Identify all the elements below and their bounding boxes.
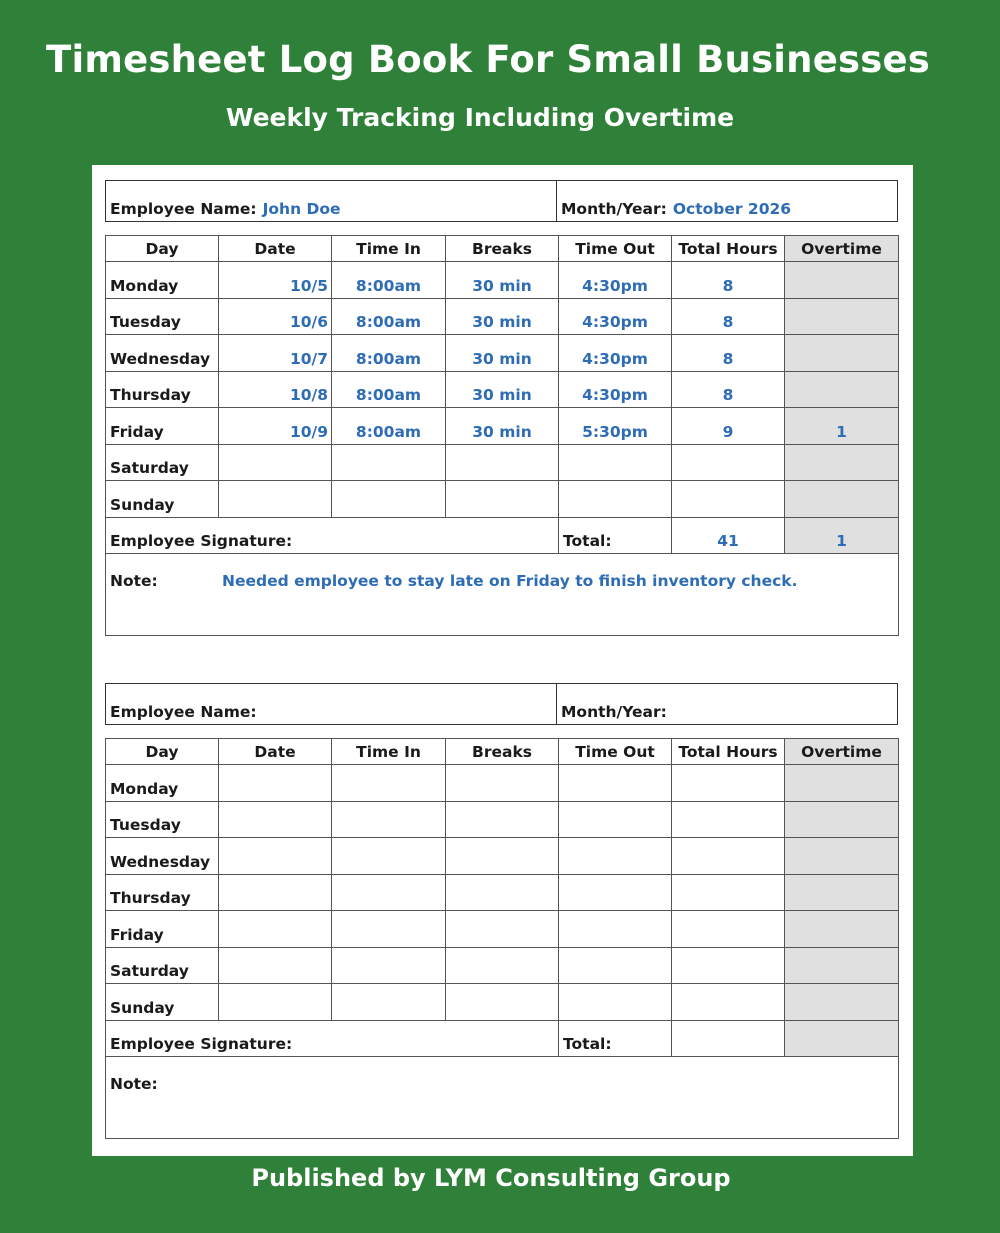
- total-hours-cell[interactable]: [672, 911, 785, 948]
- time-out-cell[interactable]: [559, 984, 672, 1021]
- column-header-time-in: Time In: [332, 236, 446, 262]
- date-cell[interactable]: 10/9: [219, 408, 332, 445]
- date-cell[interactable]: [219, 874, 332, 911]
- day-label: Sunday: [106, 984, 219, 1021]
- note-cell[interactable]: [106, 1057, 899, 1139]
- date-cell[interactable]: [219, 838, 332, 875]
- total-hours-value[interactable]: 41: [672, 517, 785, 554]
- note-label: Note:: [110, 1075, 158, 1093]
- breaks-cell[interactable]: [446, 874, 559, 911]
- date-cell[interactable]: 10/6: [219, 298, 332, 335]
- total-hours-cell[interactable]: [672, 874, 785, 911]
- breaks-cell[interactable]: 30 min: [446, 408, 559, 445]
- overtime-cell[interactable]: [785, 984, 899, 1021]
- page-subtitle: Weekly Tracking Including Overtime: [225, 103, 735, 132]
- signature-total-row: [106, 1020, 899, 1057]
- table-row: [106, 262, 899, 299]
- month-year-label: Month/Year:: [561, 200, 667, 218]
- timesheet-page: [92, 165, 913, 1156]
- time-out-cell[interactable]: [559, 947, 672, 984]
- column-header-time-out: Time Out: [559, 236, 672, 262]
- employee-name-cell[interactable]: [106, 181, 557, 221]
- breaks-cell[interactable]: [446, 765, 559, 802]
- column-header-breaks: Breaks: [446, 739, 559, 765]
- column-header-overtime: Overtime: [785, 739, 899, 765]
- time-in-cell[interactable]: 8:00am: [332, 335, 446, 372]
- employee-name-value: John Doe: [262, 200, 341, 218]
- total-hours-cell[interactable]: 8: [672, 262, 785, 299]
- day-label: Monday: [106, 765, 219, 802]
- employee-header: [105, 180, 898, 222]
- overtime-cell[interactable]: [785, 335, 899, 372]
- day-label: Thursday: [106, 874, 219, 911]
- day-label: Tuesday: [106, 298, 219, 335]
- column-header-row: [106, 236, 899, 262]
- day-label: Saturday: [106, 947, 219, 984]
- time-out-cell[interactable]: [559, 838, 672, 875]
- date-cell[interactable]: [219, 765, 332, 802]
- date-cell[interactable]: 10/7: [219, 335, 332, 372]
- month-year-value: October 2026: [672, 200, 792, 218]
- overtime-cell[interactable]: [785, 481, 899, 518]
- day-label: Tuesday: [106, 801, 219, 838]
- timesheet-2: [105, 683, 898, 1139]
- breaks-cell[interactable]: [446, 984, 559, 1021]
- table-row: [106, 298, 899, 335]
- day-label: Sunday: [106, 481, 219, 518]
- overtime-cell[interactable]: [785, 874, 899, 911]
- overtime-cell[interactable]: [785, 911, 899, 948]
- employee-header: [105, 683, 898, 725]
- table-row: [106, 444, 899, 481]
- total-overtime-value[interactable]: [785, 1020, 899, 1057]
- table-row: [106, 801, 899, 838]
- table-row: [106, 481, 899, 518]
- breaks-cell[interactable]: [446, 801, 559, 838]
- signature-total-row: [106, 517, 899, 554]
- timesheet-1: [105, 180, 898, 636]
- month-year-label: Month/Year:: [561, 703, 667, 721]
- note-label: Note:: [110, 572, 158, 590]
- total-overtime-value[interactable]: 1: [785, 517, 899, 554]
- employee-name-label: Employee Name:: [110, 200, 257, 218]
- table-row: [106, 838, 899, 875]
- time-in-cell[interactable]: 8:00am: [332, 371, 446, 408]
- total-hours-cell[interactable]: [672, 838, 785, 875]
- month-year-cell[interactable]: [557, 684, 897, 724]
- day-label: Wednesday: [106, 838, 219, 875]
- total-hours-cell[interactable]: [672, 481, 785, 518]
- column-header-total-hours: Total Hours: [672, 236, 785, 262]
- total-label: Total:: [559, 517, 672, 554]
- date-cell[interactable]: [219, 947, 332, 984]
- time-in-cell[interactable]: [332, 911, 446, 948]
- total-hours-cell[interactable]: 8: [672, 371, 785, 408]
- date-cell[interactable]: [219, 801, 332, 838]
- note-text: Needed employee to stay late on Friday to finish inventory check.: [222, 572, 798, 590]
- total-hours-cell[interactable]: [672, 984, 785, 1021]
- breaks-cell[interactable]: 30 min: [446, 298, 559, 335]
- timesheet-table: [105, 235, 899, 636]
- total-hours-cell[interactable]: 8: [672, 335, 785, 372]
- total-hours-cell[interactable]: [672, 765, 785, 802]
- day-label: Saturday: [106, 444, 219, 481]
- breaks-cell[interactable]: [446, 947, 559, 984]
- breaks-cell[interactable]: [446, 444, 559, 481]
- breaks-cell[interactable]: [446, 838, 559, 875]
- total-hours-cell[interactable]: [672, 444, 785, 481]
- time-in-cell[interactable]: [332, 947, 446, 984]
- breaks-cell[interactable]: 30 min: [446, 262, 559, 299]
- time-in-cell[interactable]: [332, 801, 446, 838]
- table-row: [106, 947, 899, 984]
- time-out-cell[interactable]: [559, 444, 672, 481]
- column-header-row: [106, 739, 899, 765]
- table-row: [106, 408, 899, 445]
- column-header-overtime: Overtime: [785, 236, 899, 262]
- total-label: Total:: [559, 1020, 672, 1057]
- date-cell[interactable]: 10/8: [219, 371, 332, 408]
- table-row: [106, 911, 899, 948]
- breaks-cell[interactable]: 30 min: [446, 371, 559, 408]
- time-out-cell[interactable]: [559, 765, 672, 802]
- publisher-footer: Published by LYM Consulting Group: [251, 1164, 731, 1192]
- time-out-cell[interactable]: 5:30pm: [559, 408, 672, 445]
- time-out-cell[interactable]: 4:30pm: [559, 262, 672, 299]
- time-out-cell[interactable]: 4:30pm: [559, 335, 672, 372]
- note-row: [106, 1057, 899, 1139]
- total-hours-cell[interactable]: 8: [672, 298, 785, 335]
- table-row: [106, 371, 899, 408]
- time-in-cell[interactable]: [332, 765, 446, 802]
- overtime-cell[interactable]: [785, 262, 899, 299]
- page-title: Timesheet Log Book For Small Businesses: [46, 38, 930, 81]
- timesheet-table: [105, 738, 899, 1139]
- month-year-cell[interactable]: [557, 181, 897, 221]
- date-cell[interactable]: 10/5: [219, 262, 332, 299]
- total-hours-cell[interactable]: 9: [672, 408, 785, 445]
- note-cell[interactable]: [106, 554, 899, 636]
- overtime-cell[interactable]: [785, 444, 899, 481]
- time-in-cell[interactable]: 8:00am: [332, 298, 446, 335]
- time-out-cell[interactable]: 4:30pm: [559, 371, 672, 408]
- employee-name-cell[interactable]: [106, 684, 557, 724]
- overtime-cell[interactable]: [785, 765, 899, 802]
- day-label: Friday: [106, 911, 219, 948]
- date-cell[interactable]: [219, 481, 332, 518]
- employee-signature-label[interactable]: Employee Signature:: [106, 1020, 559, 1057]
- breaks-cell[interactable]: [446, 911, 559, 948]
- date-cell[interactable]: [219, 444, 332, 481]
- breaks-cell[interactable]: 30 min: [446, 335, 559, 372]
- column-header-time-in: Time In: [332, 739, 446, 765]
- table-row: [106, 335, 899, 372]
- column-header-breaks: Breaks: [446, 236, 559, 262]
- time-in-cell[interactable]: 8:00am: [332, 262, 446, 299]
- total-hours-value[interactable]: [672, 1020, 785, 1057]
- column-header-day: Day: [106, 236, 219, 262]
- table-row: [106, 984, 899, 1021]
- time-out-cell[interactable]: [559, 801, 672, 838]
- employee-signature-label[interactable]: Employee Signature:: [106, 517, 559, 554]
- employee-name-label: Employee Name:: [110, 703, 257, 721]
- overtime-cell[interactable]: [785, 298, 899, 335]
- day-label: Monday: [106, 262, 219, 299]
- overtime-cell[interactable]: [785, 838, 899, 875]
- total-hours-cell[interactable]: [672, 947, 785, 984]
- overtime-cell[interactable]: 1: [785, 408, 899, 445]
- time-in-cell[interactable]: [332, 874, 446, 911]
- table-row: [106, 874, 899, 911]
- table-row: [106, 765, 899, 802]
- time-in-cell[interactable]: [332, 838, 446, 875]
- day-label: Thursday: [106, 371, 219, 408]
- time-out-cell[interactable]: 4:30pm: [559, 298, 672, 335]
- column-header-date: Date: [219, 236, 332, 262]
- day-label: Friday: [106, 408, 219, 445]
- column-header-day: Day: [106, 739, 219, 765]
- time-in-cell[interactable]: [332, 481, 446, 518]
- overtime-cell[interactable]: [785, 801, 899, 838]
- time-in-cell[interactable]: [332, 444, 446, 481]
- time-out-cell[interactable]: [559, 911, 672, 948]
- column-header-total-hours: Total Hours: [672, 739, 785, 765]
- date-cell[interactable]: [219, 984, 332, 1021]
- total-hours-cell[interactable]: [672, 801, 785, 838]
- column-header-date: Date: [219, 739, 332, 765]
- time-in-cell[interactable]: [332, 984, 446, 1021]
- time-in-cell[interactable]: 8:00am: [332, 408, 446, 445]
- column-header-time-out: Time Out: [559, 739, 672, 765]
- breaks-cell[interactable]: [446, 481, 559, 518]
- note-row: [106, 554, 899, 636]
- date-cell[interactable]: [219, 911, 332, 948]
- time-out-cell[interactable]: [559, 874, 672, 911]
- day-label: Wednesday: [106, 335, 219, 372]
- overtime-cell[interactable]: [785, 371, 899, 408]
- time-out-cell[interactable]: [559, 481, 672, 518]
- overtime-cell[interactable]: [785, 947, 899, 984]
